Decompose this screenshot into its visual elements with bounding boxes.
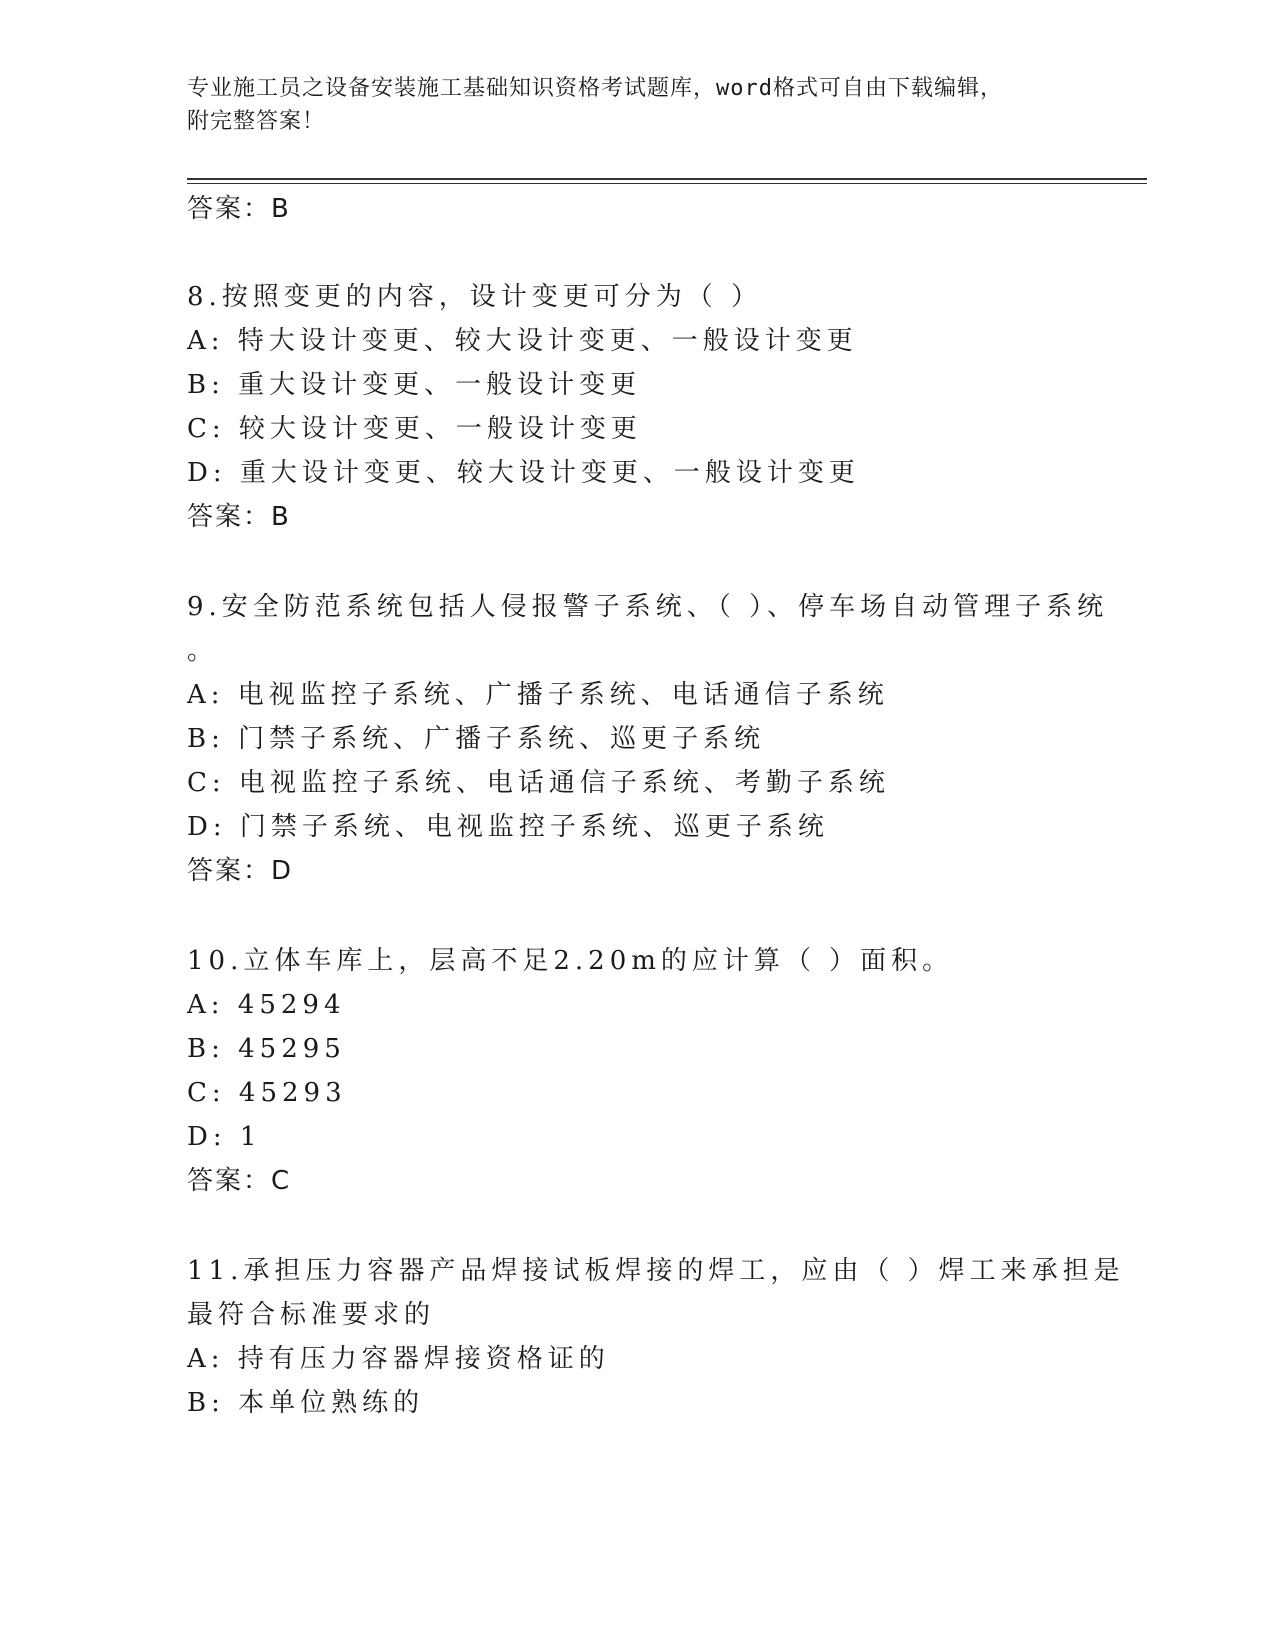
question-9-option-b: B: 门禁子系统、广播子系统、巡更子系统 — [187, 724, 766, 754]
question-9-stem-cont: 。 — [187, 636, 219, 666]
header-line-1: 专业施工员之设备安装施工基础知识资格考试题库，word格式可自由下载编辑， — [187, 76, 1003, 101]
header-divider-thin — [187, 183, 1147, 184]
question-8-option-a: A: 特大设计变更、较大设计变更、一般设计变更 — [187, 326, 858, 356]
question-11-stem: 11.承担压力容器产品焊接试板焊接的焊工，应由（ ）焊工来承担是 — [187, 1256, 1125, 1286]
question-9-stem: 9.安全防范系统包括人侵报警子系统、（ ）、停车场自动管理子系统 — [187, 592, 1109, 622]
answer-q10: 答案：C — [187, 1166, 292, 1196]
header-divider-thick — [187, 178, 1147, 180]
question-10-option-d: D: 1 — [187, 1122, 262, 1152]
question-9-option-a: A: 电视监控子系统、广播子系统、电话通信子系统 — [187, 680, 889, 710]
question-11-stem-cont: 最符合标准要求的 — [187, 1300, 436, 1330]
document-header — [187, 72, 1087, 138]
answer-q8: 答案：B — [187, 502, 291, 532]
question-8-option-c: C: 较大设计变更、一般设计变更 — [187, 414, 642, 444]
question-9-option-c: C: 电视监控子系统、电话通信子系统、考勤子系统 — [187, 768, 890, 798]
question-10-option-b: B: 45295 — [187, 1034, 346, 1064]
question-9-option-d: D: 门禁子系统、电视监控子系统、巡更子系统 — [187, 812, 829, 842]
answer-q7: 答案：B — [187, 194, 291, 224]
question-10-option-c: C: 45293 — [187, 1078, 347, 1108]
question-11-option-b: B: 本单位熟练的 — [187, 1388, 425, 1418]
question-10-stem: 10.立体车库上，层高不足2.20m的应计算（ ）面积。 — [187, 946, 954, 976]
question-10-option-a: A: 45294 — [187, 990, 346, 1020]
question-8-option-b: B: 重大设计变更、一般设计变更 — [187, 370, 642, 400]
answer-q9: 答案：D — [187, 856, 294, 886]
header-line-2: 附完整答案！ — [187, 109, 326, 134]
question-8-stem: 8.按照变更的内容，设计变更可分为（ ） — [187, 282, 763, 312]
question-11-option-a: A: 持有压力容器焊接资格证的 — [187, 1344, 610, 1374]
question-8-option-d: D: 重大设计变更、较大设计变更、一般设计变更 — [187, 458, 860, 488]
